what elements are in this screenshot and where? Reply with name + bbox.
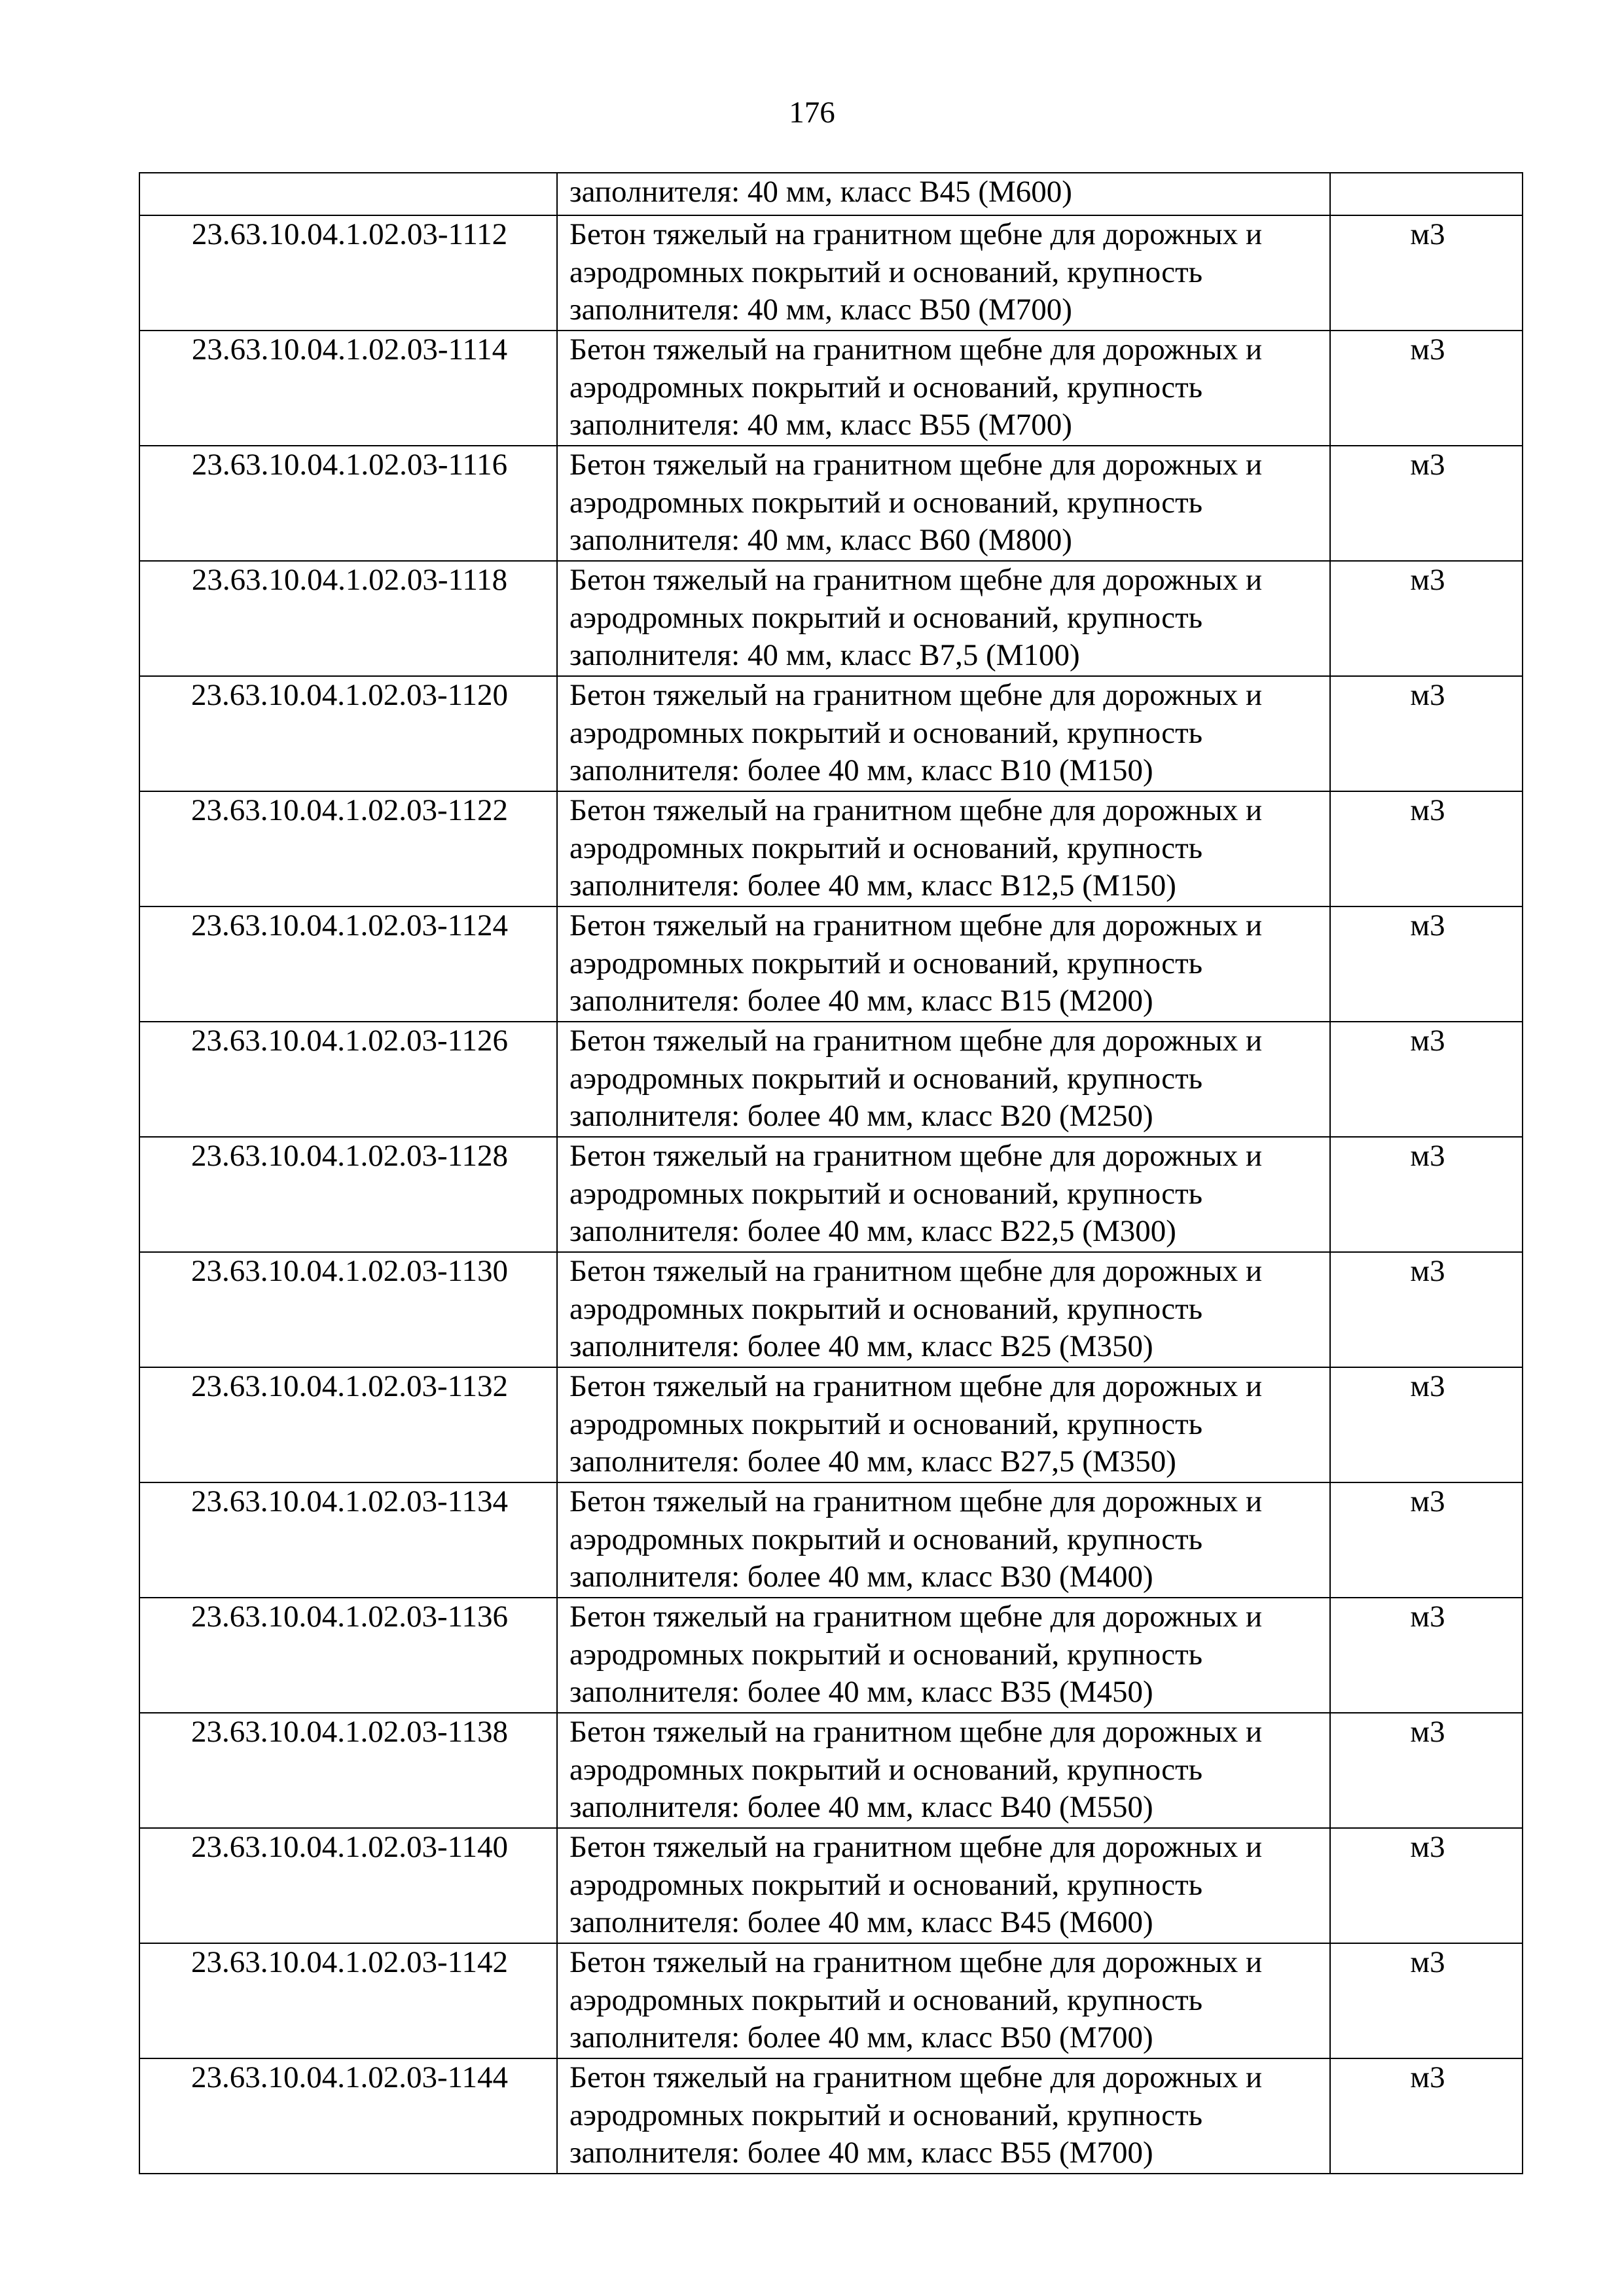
unit-of-measure: м3 [1330, 446, 1523, 561]
unit-of-measure: м3 [1330, 1137, 1523, 1252]
unit-of-measure: м3 [1330, 1367, 1523, 1482]
resource-code: 23.63.10.04.1.02.03-1142 [139, 1943, 557, 2058]
resource-description: Бетон тяжелый на гранитном щебне для дорожных и аэродромных покрытий и оснований, крупность заполнителя: более 40 мм, класс В45 (М600) [557, 1828, 1330, 1943]
resource-description: Бетон тяжелый на гранитном щебне для дорожных и аэродромных покрытий и оснований, крупность заполнителя: 40 мм, класс В50 (М700) [557, 215, 1330, 331]
resource-description: заполнителя: 40 мм, класс В45 (М600) [557, 173, 1330, 215]
resource-code: 23.63.10.04.1.02.03-1126 [139, 1022, 557, 1137]
unit-of-measure [1330, 173, 1523, 215]
unit-of-measure: м3 [1330, 1598, 1523, 1713]
resource-description: Бетон тяжелый на гранитном щебне для дорожных и аэродромных покрытий и оснований, крупность заполнителя: 40 мм, класс В55 (М700) [557, 331, 1330, 446]
resource-code: 23.63.10.04.1.02.03-1112 [139, 215, 557, 331]
resource-description: Бетон тяжелый на гранитном щебне для дорожных и аэродромных покрытий и оснований, крупность заполнителя: более 40 мм, класс В27,5 (М350) [557, 1367, 1330, 1482]
resource-description: Бетон тяжелый на гранитном щебне для дорожных и аэродромных покрытий и оснований, крупность заполнителя: более 40 мм, класс В40 (М550) [557, 1713, 1330, 1828]
table-row [139, 1828, 1523, 1943]
table-row [139, 1137, 1523, 1252]
resource-code: 23.63.10.04.1.02.03-1132 [139, 1367, 557, 1482]
unit-of-measure: м3 [1330, 1713, 1523, 1828]
resource-code: 23.63.10.04.1.02.03-1116 [139, 446, 557, 561]
table-row [139, 215, 1523, 331]
table-row [139, 2058, 1523, 2174]
unit-of-measure: м3 [1330, 906, 1523, 1022]
resource-description: Бетон тяжелый на гранитном щебне для дорожных и аэродромных покрытий и оснований, крупность заполнителя: более 40 мм, класс В20 (М250) [557, 1022, 1330, 1137]
unit-of-measure: м3 [1330, 791, 1523, 906]
table-row [139, 1598, 1523, 1713]
unit-of-measure: м3 [1330, 1022, 1523, 1137]
resource-description: Бетон тяжелый на гранитном щебне для дорожных и аэродромных покрытий и оснований, крупность заполнителя: более 40 мм, класс В12,5 (М150) [557, 791, 1330, 906]
table-row [139, 1367, 1523, 1482]
table-row [139, 676, 1523, 791]
table-row [139, 173, 1523, 215]
resource-code: 23.63.10.04.1.02.03-1118 [139, 561, 557, 676]
resource-description: Бетон тяжелый на гранитном щебне для дорожных и аэродромных покрытий и оснований, крупность заполнителя: более 40 мм, класс В10 (М150) [557, 676, 1330, 791]
resource-description: Бетон тяжелый на гранитном щебне для дорожных и аэродромных покрытий и оснований, крупность заполнителя: более 40 мм, класс В55 (М700) [557, 2058, 1330, 2174]
resource-description: Бетон тяжелый на гранитном щебне для дорожных и аэродромных покрытий и оснований, крупность заполнителя: более 40 мм, класс В22,5 (М300) [557, 1137, 1330, 1252]
resource-code: 23.63.10.04.1.02.03-1128 [139, 1137, 557, 1252]
unit-of-measure: м3 [1330, 1482, 1523, 1598]
resource-code: 23.63.10.04.1.02.03-1134 [139, 1482, 557, 1598]
resource-code: 23.63.10.04.1.02.03-1130 [139, 1252, 557, 1367]
unit-of-measure: м3 [1330, 1252, 1523, 1367]
rates-table [139, 172, 1523, 2174]
table-row [139, 1713, 1523, 1828]
resource-code: 23.63.10.04.1.02.03-1120 [139, 676, 557, 791]
resource-description: Бетон тяжелый на гранитном щебне для дорожных и аэродромных покрытий и оснований, крупность заполнителя: 40 мм, класс В60 (М800) [557, 446, 1330, 561]
table-row [139, 561, 1523, 676]
resource-code [139, 173, 557, 215]
page-number: 176 [789, 96, 835, 130]
resource-description: Бетон тяжелый на гранитном щебне для дорожных и аэродромных покрытий и оснований, крупность заполнителя: более 40 мм, класс В35 (М450) [557, 1598, 1330, 1713]
resource-description: Бетон тяжелый на гранитном щебне для дорожных и аэродромных покрытий и оснований, крупность заполнителя: более 40 мм, класс В50 (М700) [557, 1943, 1330, 2058]
resource-description: Бетон тяжелый на гранитном щебне для дорожных и аэродромных покрытий и оснований, крупность заполнителя: 40 мм, класс В7,5 (М100) [557, 561, 1330, 676]
resource-code: 23.63.10.04.1.02.03-1138 [139, 1713, 557, 1828]
table-row [139, 331, 1523, 446]
resource-description: Бетон тяжелый на гранитном щебне для дорожных и аэродромных покрытий и оснований, крупность заполнителя: более 40 мм, класс В25 (М350) [557, 1252, 1330, 1367]
resource-description: Бетон тяжелый на гранитном щебне для дорожных и аэродромных покрытий и оснований, крупность заполнителя: более 40 мм, класс В30 (М400) [557, 1482, 1330, 1598]
table-row [139, 906, 1523, 1022]
unit-of-measure: м3 [1330, 331, 1523, 446]
table-row [139, 1022, 1523, 1137]
unit-of-measure: м3 [1330, 2058, 1523, 2174]
unit-of-measure: м3 [1330, 215, 1523, 331]
resource-code: 23.63.10.04.1.02.03-1114 [139, 331, 557, 446]
table-row [139, 446, 1523, 561]
table-row [139, 1482, 1523, 1598]
resource-code: 23.63.10.04.1.02.03-1144 [139, 2058, 557, 2174]
resource-code: 23.63.10.04.1.02.03-1140 [139, 1828, 557, 1943]
table-row [139, 1252, 1523, 1367]
resource-description: Бетон тяжелый на гранитном щебне для дорожных и аэродромных покрытий и оснований, крупность заполнителя: более 40 мм, класс В15 (М200) [557, 906, 1330, 1022]
unit-of-measure: м3 [1330, 1828, 1523, 1943]
unit-of-measure: м3 [1330, 561, 1523, 676]
resource-code: 23.63.10.04.1.02.03-1122 [139, 791, 557, 906]
table-row [139, 1943, 1523, 2058]
resource-code: 23.63.10.04.1.02.03-1136 [139, 1598, 557, 1713]
unit-of-measure: м3 [1330, 676, 1523, 791]
resource-code: 23.63.10.04.1.02.03-1124 [139, 906, 557, 1022]
rates-table-body [139, 173, 1523, 2174]
table-row [139, 791, 1523, 906]
unit-of-measure: м3 [1330, 1943, 1523, 2058]
